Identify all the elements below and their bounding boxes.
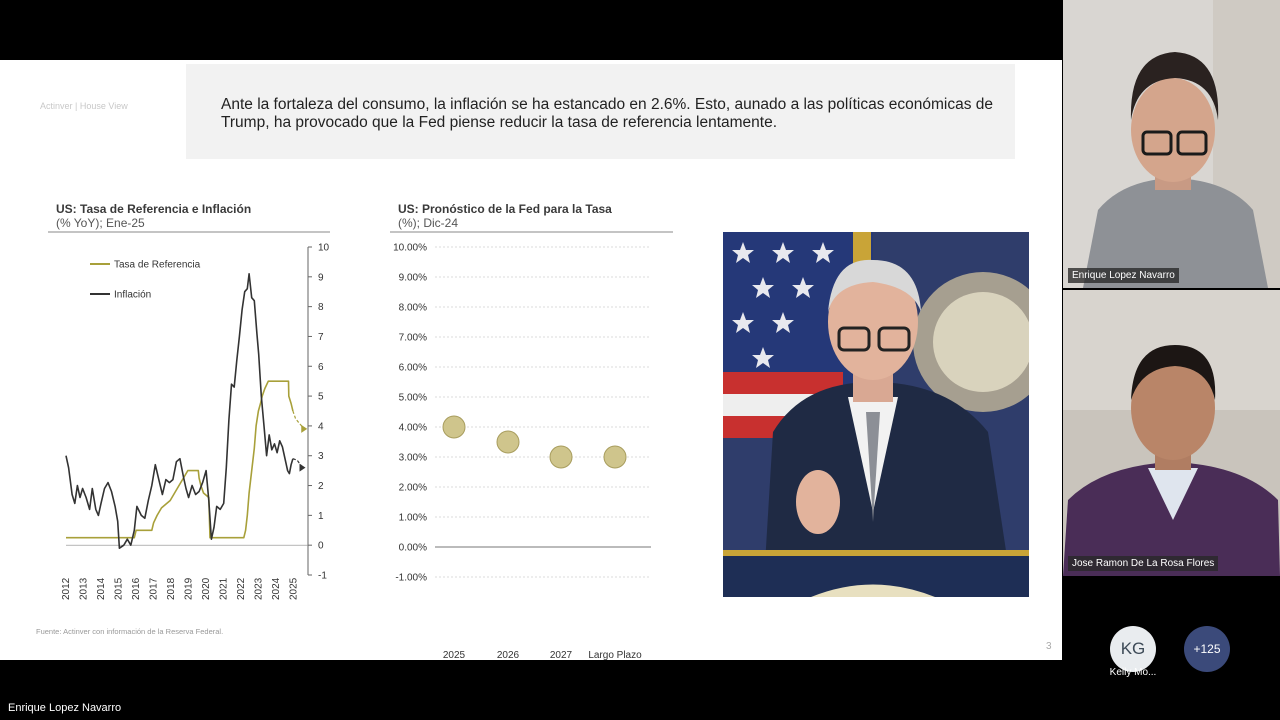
- chart2-x-tick-label: 2026: [496, 650, 520, 661]
- chart1-x-tick-label: 2014: [96, 577, 108, 600]
- chart1-title: US: Tasa de Referencia e Inflación: [56, 202, 252, 216]
- chart2-data-point: [604, 446, 626, 468]
- chart2-title: US: Pronóstico de la Fed para la Tasa: [398, 202, 612, 216]
- chart1-x-tick-label: 2016: [131, 577, 143, 600]
- chart1-x-tick-label: 2015: [113, 577, 125, 600]
- more-participants-count: +125: [1193, 642, 1221, 656]
- chart2-y-tick-label: 5.00%: [398, 392, 427, 404]
- chart1-x-tick-label: 2013: [78, 577, 90, 600]
- chart1-y-tick-label: 9: [318, 272, 324, 284]
- chart1-y-tick-label: 0: [318, 540, 324, 552]
- chart1-legend-label: Tasa de Referencia: [114, 259, 201, 271]
- chart1-legend-label: Inflación: [114, 289, 152, 301]
- participant-video-tile[interactable]: [1063, 0, 1280, 288]
- chart2-y-tick-label: 9.00%: [398, 272, 427, 284]
- source-note: Fuente: Actinver con información de la Reserva Federal.: [36, 627, 224, 636]
- chart1-x-tick-label: 2020: [201, 577, 213, 600]
- chart1-y-tick-label: 4: [318, 421, 324, 433]
- chart2-y-tick-label: 8.00%: [398, 302, 427, 314]
- chart1-x-tick-label: 2012: [61, 577, 72, 600]
- chart2-x-tick-label: 2027: [549, 650, 573, 661]
- page-number: 3: [1046, 641, 1052, 652]
- active-speaker-label: Enrique Lopez Navarro: [8, 702, 122, 714]
- chart2-data-point: [550, 446, 572, 468]
- chart1-y-tick-label: 5: [318, 391, 324, 403]
- brand-label: Actinver | House View: [40, 101, 128, 111]
- chart2-y-tick-label: 1.00%: [398, 512, 427, 524]
- chart2-y-tick-label: 0.00%: [398, 542, 427, 554]
- avatar-name-label: Kelly Mo...: [1109, 667, 1157, 678]
- chart1-y-tick-label: 7: [318, 331, 324, 343]
- chart1-x-tick-label: 2019: [183, 577, 195, 600]
- slide-headline: [186, 64, 1015, 159]
- chart2-x-tick-label: 2025: [442, 650, 466, 661]
- chart1-y-tick-label: -1: [318, 570, 327, 582]
- chart1-y-tick-label: 3: [318, 451, 324, 463]
- chart1-forecast-arrow: [301, 425, 307, 433]
- chart1-x-tick-label: 2018: [166, 577, 178, 600]
- chart1-y-tick-label: 8: [318, 302, 324, 314]
- chart1-x-tick-label: 2022: [236, 577, 248, 600]
- chart1-y-tick-label: 6: [318, 361, 324, 373]
- chart2-subtitle: (%); Dic-24: [398, 216, 459, 230]
- chart2-data-point: [443, 416, 465, 438]
- chart1-y-tick-label: 10: [318, 242, 330, 254]
- participant-name-label: Enrique Lopez Navarro: [1068, 268, 1179, 283]
- participant-video-tile[interactable]: [1063, 290, 1280, 576]
- chart2-y-tick-label: 3.00%: [398, 452, 427, 464]
- participant-name-label: Jose Ramon De La Rosa Flores: [1068, 556, 1218, 571]
- chart2-fed-forecast: [385, 228, 685, 660]
- chart1-subtitle: (% YoY); Ene-25: [56, 216, 145, 230]
- chart2-y-tick-label: 6.00%: [398, 362, 427, 374]
- more-participants-button[interactable]: [1184, 626, 1230, 672]
- chart2-y-tick-label: 10.00%: [393, 242, 427, 254]
- participant-avatar[interactable]: [1110, 626, 1156, 672]
- chart1-rate-inflation: [30, 228, 350, 618]
- avatar-initials: KG: [1120, 639, 1146, 658]
- chart1-x-tick-label: 2024: [271, 577, 283, 600]
- chart2-data-point: [497, 431, 519, 453]
- presentation-slide: [0, 60, 1062, 660]
- chart1-forecast-arrow: [299, 464, 305, 472]
- chart2-y-tick-label: 4.00%: [398, 422, 427, 434]
- chart1-y-tick-label: 2: [318, 481, 324, 493]
- headline-text: Ante la fortaleza del consumo, la inflación se ha estancado en 2.6%. Esto, aunado a las políticas económicas de Trump, ha provocado que la Fed piense reducir la tasa de referencia lentamente.: [221, 96, 994, 131]
- chart1-x-tick-label: 2023: [253, 577, 265, 600]
- chart2-y-tick-label: 7.00%: [398, 332, 427, 344]
- chart2-y-tick-label: -1.00%: [395, 572, 427, 584]
- chart1-x-tick-label: 2017: [148, 577, 160, 600]
- chart1-x-tick-label: 2025: [288, 577, 300, 600]
- speaker-photo: [723, 232, 1029, 597]
- chart1-x-tick-label: 2021: [218, 577, 230, 600]
- chart2-y-tick-label: 2.00%: [398, 482, 427, 494]
- chart2-x-tick-label: Largo Plazo: [588, 650, 642, 661]
- chart1-y-tick-label: 1: [318, 510, 324, 522]
